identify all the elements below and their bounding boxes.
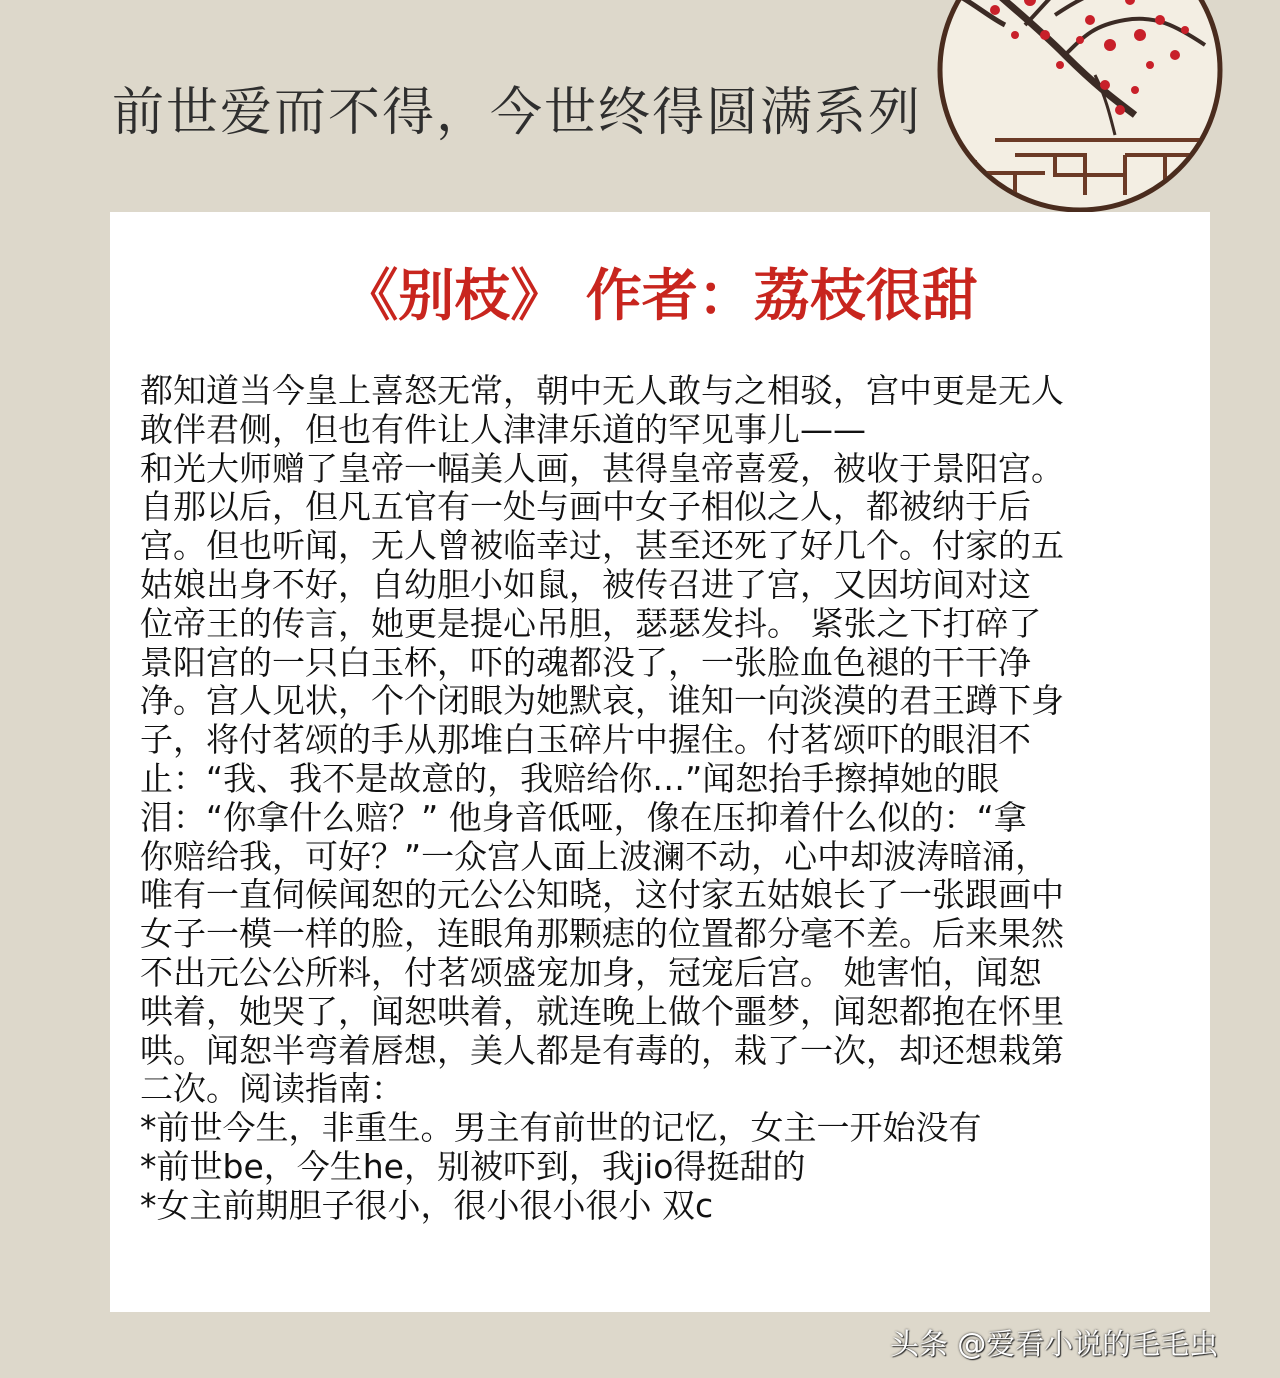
synopsis-line: 净。宫人见状，个个闭眼为她默哀，谁知一向淡漠的君王蹲下身 bbox=[140, 681, 1064, 721]
synopsis-line: *女主前期胆子很小，很小很小很小 双c bbox=[140, 1185, 714, 1225]
synopsis-line: 自那以后，但凡五官有一处与画中女子相似之人，都被纳于后 bbox=[140, 487, 1031, 527]
synopsis-line: 姑娘出身不好，自幼胆小如鼠，被传召进了宫，又因坊间对这 bbox=[140, 564, 1031, 604]
synopsis-line: 二次。阅读指南： bbox=[140, 1069, 404, 1109]
synopsis-line: 你赔给我，可好？”一众宫人面上波澜不动，心中却波涛暗涌， bbox=[140, 836, 1049, 876]
synopsis-line: 哄着，她哭了，闻恕哄着，就连晚上做个噩梦，闻恕都抱在怀里 bbox=[140, 991, 1064, 1031]
synopsis-line: 止：“我、我不是故意的，我赔给你…”闻恕抬手擦掉她的眼 bbox=[140, 758, 1000, 798]
book-card bbox=[110, 212, 1210, 1312]
synopsis-line: 和光大师赠了皇帝一幅美人画，甚得皇帝喜爱，被收于景阳宫。 bbox=[140, 448, 1064, 488]
synopsis-line: 女子一模一样的脸，连眼角那颗痣的位置都分毫不差。后来果然 bbox=[140, 914, 1064, 954]
synopsis-line: 子，将付茗颂的手从那堆白玉碎片中握住。付茗颂吓的眼泪不 bbox=[140, 720, 1031, 760]
synopsis-line: 敢伴君侧，但也有件让人津津乐道的罕见事儿—— bbox=[140, 409, 866, 449]
synopsis-line: 宫。但也听闻，无人曾被临幸过，甚至还死了好几个。付家的五 bbox=[140, 526, 1064, 566]
synopsis-line: 不出元公公所料，付茗颂盛宠加身，冠宠后宫。 她害怕，闻恕 bbox=[140, 952, 1042, 992]
series-title: 前世爱而不得，今世终得圆满系列 bbox=[112, 83, 923, 143]
synopsis bbox=[140, 372, 1150, 1226]
synopsis-line: 哄。闻恕半弯着唇想，美人都是有毒的，栽了一次，却还想栽第 bbox=[140, 1030, 1064, 1070]
synopsis-line: 唯有一直伺候闻恕的元公公知晓，这付家五姑娘长了一张跟画中 bbox=[140, 875, 1064, 915]
synopsis-line: *前世今生，非重生。男主有前世的记忆，女主一开始没有 bbox=[140, 1108, 982, 1148]
watermark: 头条 @爱看小说的毛毛虫 bbox=[890, 1327, 1219, 1361]
plum-blossom-window-illustration bbox=[935, 0, 1225, 215]
synopsis-line: 都知道当今皇上喜怒无常，朝中无人敢与之相驳，宫中更是无人 bbox=[140, 371, 1064, 410]
synopsis-line: 位帝王的传言，她更是提心吊胆，瑟瑟发抖。 紧张之下打碎了 bbox=[140, 603, 1042, 643]
synopsis-line: *前世be，今生he，别被吓到，我jio得挺甜的 bbox=[140, 1146, 806, 1186]
synopsis-line: 景阳宫的一只白玉杯，吓的魂都没了，一张脸血色褪的干干净 bbox=[140, 642, 1031, 682]
synopsis-line: 泪：“你拿什么赔？” 他身音低哑，像在压抑着什么似的：“拿 bbox=[140, 797, 1027, 837]
book-title: 《别枝》 作者：荔枝很甜 bbox=[342, 264, 978, 329]
